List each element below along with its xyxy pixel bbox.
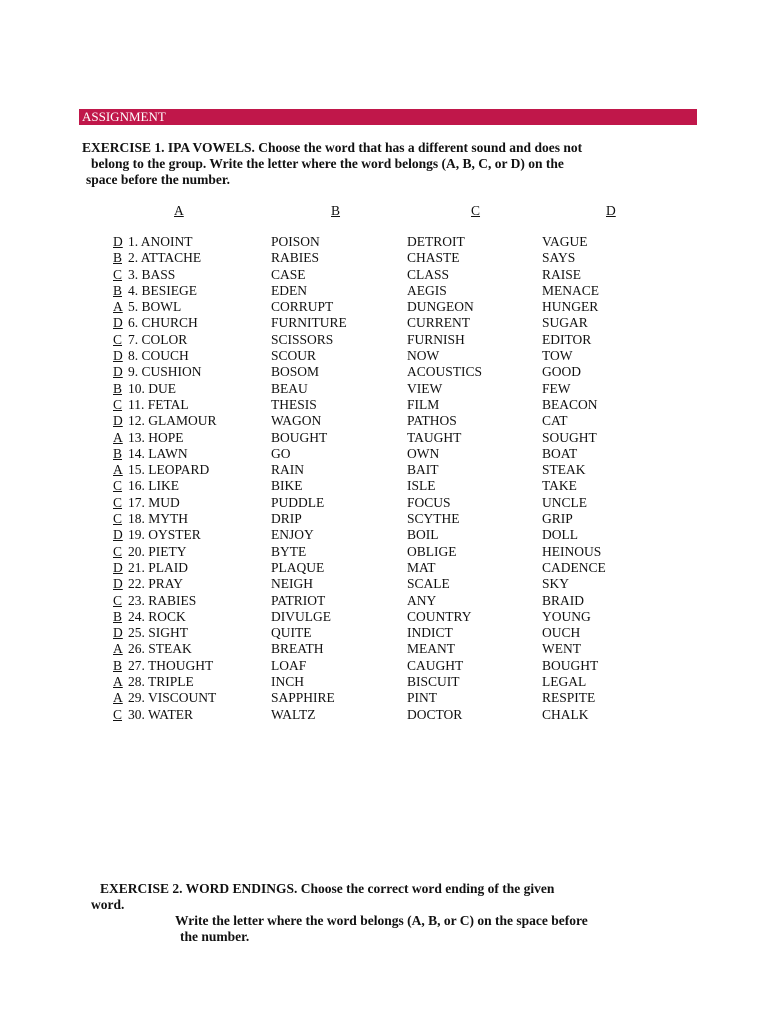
item-word: 14. LAWN [128,445,188,461]
option-d: EDITOR [542,331,592,347]
option-c: FOCUS [407,494,451,510]
option-d: LEGAL [542,674,587,690]
option-c: PATHOS [407,413,457,429]
option-b: WALTZ [271,706,316,722]
option-d: GRIP [542,511,573,527]
item-word: 13. HOPE [128,429,184,445]
answer-letter: B [113,250,123,266]
item-word: 27. THOUGHT [128,657,214,673]
option-c: DUNGEON [407,299,474,315]
exercise2-line4: the number. [180,929,250,944]
option-c: CURRENT [407,315,471,331]
answer-letter: C [113,511,123,527]
item-word: 25. SIGHT [128,625,188,641]
option-d: RESPITE [542,690,596,706]
answer-letter: C [113,478,123,494]
item-word: 21. PLAID [128,559,188,575]
option-b: BREATH [271,641,324,657]
option-c: BOIL [407,527,439,543]
option-c: MEANT [407,641,455,657]
option-d: TAKE [542,478,577,494]
option-c: DETROIT [407,234,465,249]
option-b: PLAQUE [271,559,325,575]
exercise-row [0,267,768,283]
option-b: SCOUR [271,348,317,364]
exercise-row [0,593,768,609]
option-c: INDICT [407,625,453,641]
option-c: CHASTE [407,250,460,266]
option-c: AEGIS [407,282,447,298]
option-d: OUCH [542,625,581,641]
exercise-row [0,495,768,511]
option-d: SUGAR [542,315,588,331]
option-d: CAT [542,413,568,429]
option-b: SAPPHIRE [271,690,335,706]
answer-letter: B [113,657,123,673]
option-b: INCH [271,674,304,690]
item-word: 7. COLOR [128,331,188,347]
option-d: TOW [542,348,573,364]
item-word: 23. RABIES [128,592,197,608]
exercise1-word-list [0,234,768,723]
option-d: GOOD [542,364,581,380]
exercise-row [0,315,768,331]
option-c: BISCUIT [407,674,460,690]
option-d: HUNGER [542,299,599,315]
answer-letter: D [113,315,123,331]
exercise-row [0,348,768,364]
item-word: 5. BOWL [128,299,182,315]
option-d: SKY [542,576,570,592]
column-header-a: A [174,203,184,218]
option-b: NEIGH [271,576,313,592]
answer-letter: A [113,674,123,690]
exercise-row [0,609,768,625]
answer-letter: C [113,592,123,608]
item-word: 1. ANOINT [128,234,193,249]
option-b: BOSOM [271,364,320,380]
option-b: PUDDLE [271,494,325,510]
option-b: BYTE [271,543,307,559]
exercise-row [0,674,768,690]
answer-letter: D [113,625,123,641]
item-word: 24. ROCK [128,608,186,624]
exercise-row [0,544,768,560]
item-word: 22. PRAY [128,576,184,592]
answer-letter: B [113,282,123,298]
option-d: FEW [542,380,571,396]
option-c: MAT [407,559,436,575]
option-b: WAGON [271,413,322,429]
exercise-row [0,527,768,543]
option-d: WENT [542,641,581,657]
exercise-row [0,690,768,706]
option-c: SCYTHE [407,511,460,527]
answer-letter: D [113,234,123,249]
answer-letter: A [113,690,123,706]
option-d: UNCLE [542,494,587,510]
option-b: SCISSORS [271,331,334,347]
item-word: 12. GLAMOUR [128,413,217,429]
option-c: PINT [407,690,437,706]
exercise-row [0,707,768,723]
answer-letter: A [113,429,123,445]
exercise1-line2: belong to the group. Write the letter where the word belongs (A, B, C, or D) on the [91,156,564,171]
option-d: HEINOUS [542,543,602,559]
exercise2-line2: word. [91,897,125,912]
option-d: BOUGHT [542,657,599,673]
item-word: 17. MUD [128,494,180,510]
item-word: 18. MYTH [128,511,188,527]
option-b: FURNITURE [271,315,347,331]
exercise1-line1: EXERCISE 1. IPA VOWELS. Choose the word that has a different sound and does not [82,140,583,155]
exercise-row [0,641,768,657]
exercise2-line3: Write the letter where the word belongs (A, B, or C) on the space before [175,913,588,928]
exercise-row [0,299,768,315]
option-c: SCALE [407,576,450,592]
option-c: BAIT [407,462,439,478]
option-c: TAUGHT [407,429,462,445]
option-d: BEACON [542,396,598,412]
item-word: 3. BASS [128,266,176,282]
exercise-row [0,430,768,446]
option-d: MENACE [542,282,599,298]
answer-letter: A [113,462,123,478]
option-b: BEAU [271,380,308,396]
exercise-row [0,234,768,250]
option-c: ISLE [407,478,436,494]
item-word: 11. FETAL [128,396,189,412]
exercise-row [0,283,768,299]
answer-letter: D [113,348,123,364]
answer-letter: D [113,364,123,380]
item-word: 2. ATTACHE [128,250,202,266]
item-word: 6. CHURCH [128,315,198,331]
option-c: COUNTRY [407,608,472,624]
option-c: CLASS [407,266,450,282]
assignment-banner: ASSIGNMENT [79,109,697,125]
option-d: VAGUE [542,234,588,249]
answer-letter: B [113,608,123,624]
option-d: SAYS [542,250,576,266]
option-b: LOAF [271,657,307,673]
option-d: DOLL [542,527,578,543]
exercise-row [0,576,768,592]
option-d: RAISE [542,266,582,282]
option-d: BRAID [542,592,585,608]
exercise1-line3: space before the number. [86,172,230,187]
option-b: GO [271,445,291,461]
option-b: THESIS [271,396,317,412]
exercise-row [0,250,768,266]
answer-letter: D [113,576,123,592]
option-b: EDEN [271,282,307,298]
option-b: DRIP [271,511,302,527]
exercise-row [0,625,768,641]
option-c: CAUGHT [407,657,464,673]
option-b: RAIN [271,462,304,478]
option-d: BOAT [542,445,578,461]
option-c: ACOUSTICS [407,364,483,380]
answer-letter: C [113,331,123,347]
answer-letter: C [113,543,123,559]
exercise-row [0,511,768,527]
option-b: POISON [271,234,320,249]
column-header-d: D [606,203,616,218]
exercise-row [0,381,768,397]
item-word: 4. BESIEGE [128,282,197,298]
answer-letter: A [113,299,123,315]
option-c: FILM [407,396,440,412]
option-c: ANY [407,592,437,608]
exercise-row [0,413,768,429]
option-b: CORRUPT [271,299,334,315]
option-b: CASE [271,266,306,282]
item-word: 19. OYSTER [128,527,201,543]
column-header-c: C [471,203,481,218]
exercise-row [0,658,768,674]
option-b: RABIES [271,250,320,266]
option-b: BIKE [271,478,303,494]
option-b: ENJOY [271,527,314,543]
option-d: STEAK [542,462,586,478]
option-d: CADENCE [542,559,606,575]
item-word: 28. TRIPLE [128,674,194,690]
option-d: CHALK [542,706,589,722]
option-c: FURNISH [407,331,465,347]
option-b: PATRIOT [271,592,326,608]
answer-letter: D [113,559,123,575]
item-word: 30. WATER [128,706,194,722]
answer-letter: C [113,494,123,510]
answer-letter: C [113,396,123,412]
option-d: SOUGHT [542,429,597,445]
option-c: VIEW [407,380,443,396]
answer-letter: D [113,413,123,429]
answer-letter: D [113,527,123,543]
exercise-row [0,332,768,348]
item-word: 29. VISCOUNT [128,690,217,706]
option-c: OWN [407,445,440,461]
exercise2-line1: EXERCISE 2. WORD ENDINGS. Choose the correct word ending of the given [100,881,555,896]
column-header-b: B [331,203,341,218]
exercise-row [0,397,768,413]
exercise-row [0,560,768,576]
option-b: BOUGHT [271,429,328,445]
answer-letter: A [113,641,123,657]
exercise-row [0,364,768,380]
option-c: DOCTOR [407,706,463,722]
item-word: 8. COUCH [128,348,189,364]
answer-letter: C [113,266,123,282]
answer-letter: B [113,445,123,461]
answer-letter: C [113,706,123,722]
exercise-row [0,478,768,494]
item-word: 15. LEOPARD [128,462,210,478]
exercise-row [0,446,768,462]
exercise-row [0,462,768,478]
answer-letter: B [113,380,123,396]
option-c: NOW [407,348,440,364]
item-word: 16. LIKE [128,478,179,494]
item-word: 9. CUSHION [128,364,202,380]
option-d: YOUNG [542,608,591,624]
item-word: 26. STEAK [128,641,192,657]
item-word: 10. DUE [128,380,176,396]
option-b: DIVULGE [271,608,331,624]
option-c: OBLIGE [407,543,457,559]
item-word: 20. PIETY [128,543,187,559]
option-b: QUITE [271,625,312,641]
